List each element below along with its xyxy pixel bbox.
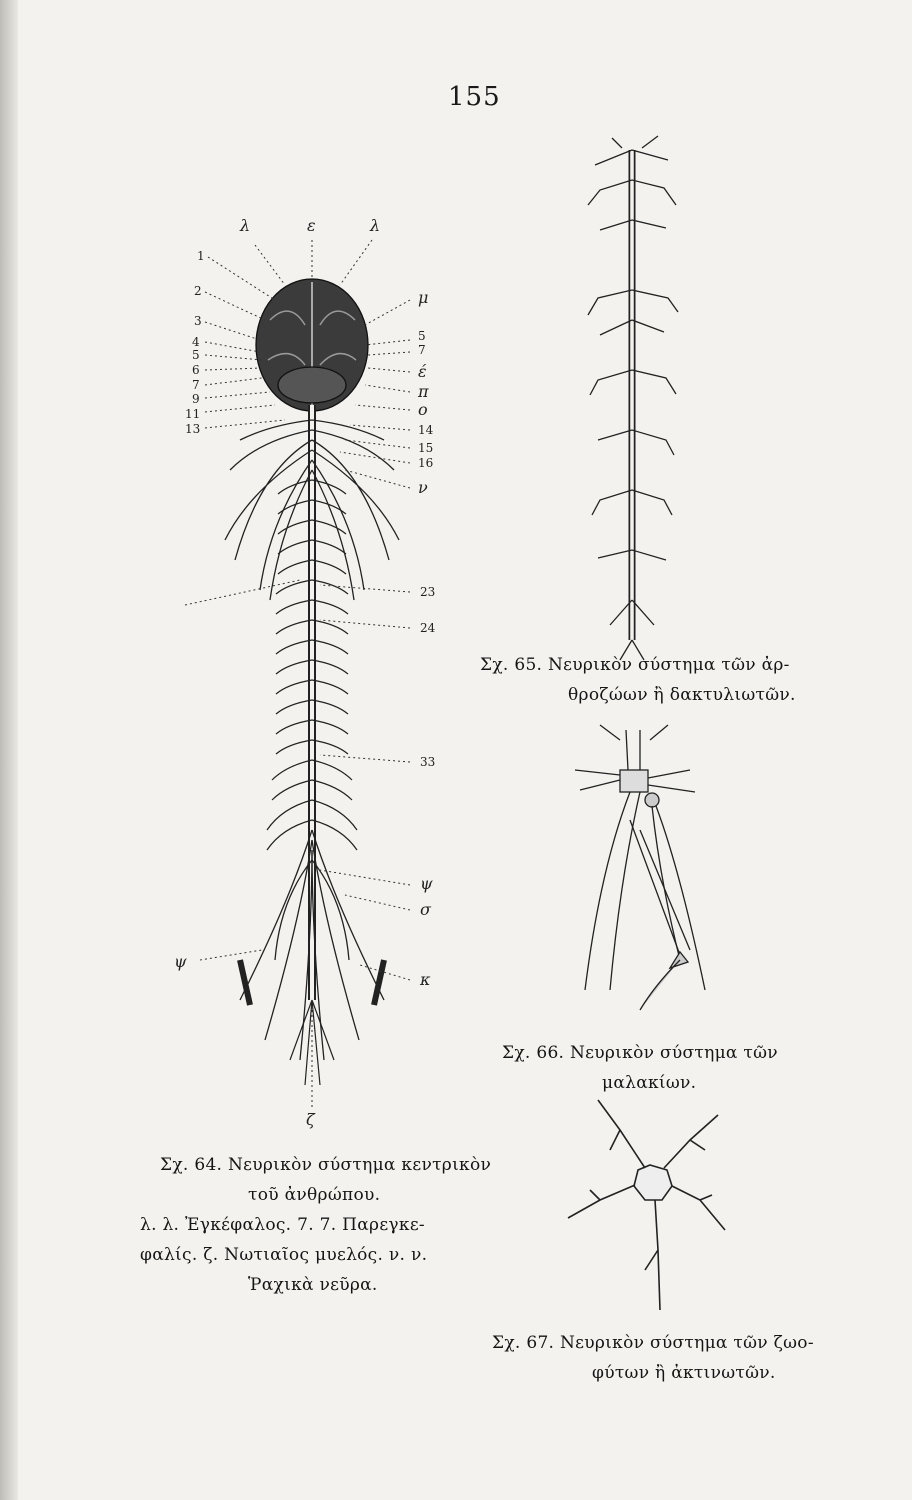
fig64-label-lambda-right: λ [370, 216, 381, 235]
fig64-label-psi-right: ψ [420, 874, 433, 893]
fig64-label-16: 16 [418, 456, 434, 470]
fig64-label-33: 33 [420, 755, 436, 769]
fig64-label-7-right: 7 [418, 343, 426, 357]
fig64-label-2: 2 [194, 284, 202, 298]
fig64-label-6: 6 [192, 363, 200, 377]
fig64-label-pi: π [418, 382, 429, 401]
fig64-label-mu: μ [418, 288, 429, 307]
fig64-label-23: 23 [420, 585, 436, 599]
fig64-caption-line-2: τοῦ ἀνθρώπου. [248, 1185, 381, 1205]
fig67-caption [492, 1328, 814, 1388]
fig65-caption-line-1: Σχ. 65. Νευρικὸν σύστημα τῶν ἀρ- [480, 655, 790, 675]
fig64-label-epsilon: ε [307, 216, 316, 235]
fig66-caption-line-2: μαλακίων. [602, 1073, 697, 1093]
fig67-caption-line-2: φύτων ἢ ἀκτινωτῶν. [592, 1363, 776, 1383]
fig67-caption-line-1: Σχ. 67. Νευρικὸν σύστημα τῶν ζωο- [492, 1333, 814, 1353]
fig64-label-epsilon-prime: έ [418, 362, 427, 381]
fig64-label-5: 5 [192, 348, 200, 362]
fig64-label-nu: ν [418, 478, 428, 497]
fig64-label-lambda-left: λ [240, 216, 251, 235]
fig64-label-5-right: 5 [418, 329, 426, 343]
page-number: 155 [448, 82, 501, 112]
fig64-label-zeta: ζ [306, 1110, 315, 1129]
fig64-legend-line-1: λ. λ. Ἐγκέφαλος. 7. 7. Παρεγκε- [140, 1215, 425, 1235]
fig64-label-15: 15 [418, 441, 434, 455]
fig64-caption-line-1: Σχ. 64. Νευρικὸν σύστημα κεντρικὸν [160, 1155, 492, 1175]
fig64-label-1: 1 [197, 249, 205, 263]
fig65-caption-line-2: θροζώων ἢ δακτυλιωτῶν. [568, 685, 796, 705]
fig64-label-24: 24 [420, 621, 436, 635]
fig64-label-9: 9 [192, 392, 200, 406]
fig64-legend-line-3: Ῥαχικὰ νεῦρα. [248, 1275, 378, 1295]
fig64-label-psi-left: ψ [174, 952, 187, 971]
fig64-label-11: 11 [185, 407, 201, 421]
fig64-label-14: 14 [418, 423, 434, 437]
fig64-label-omicron: ο [418, 400, 428, 419]
fig64-label-7: 7 [192, 378, 200, 392]
fig64-label-sigma: σ [420, 900, 431, 919]
fig66-caption-line-1: Σχ. 66. Νευρικὸν σύστημα τῶν [502, 1043, 778, 1063]
fig64-legend-line-2: φαλίς. ζ. Νωτιαῖος μυελός. ν. ν. [140, 1245, 428, 1265]
fig64-label-13: 13 [185, 422, 201, 436]
fig64-label-kappa: κ [420, 970, 431, 989]
fig64-label-4: 4 [192, 335, 200, 349]
fig64-label-3: 3 [194, 314, 202, 328]
